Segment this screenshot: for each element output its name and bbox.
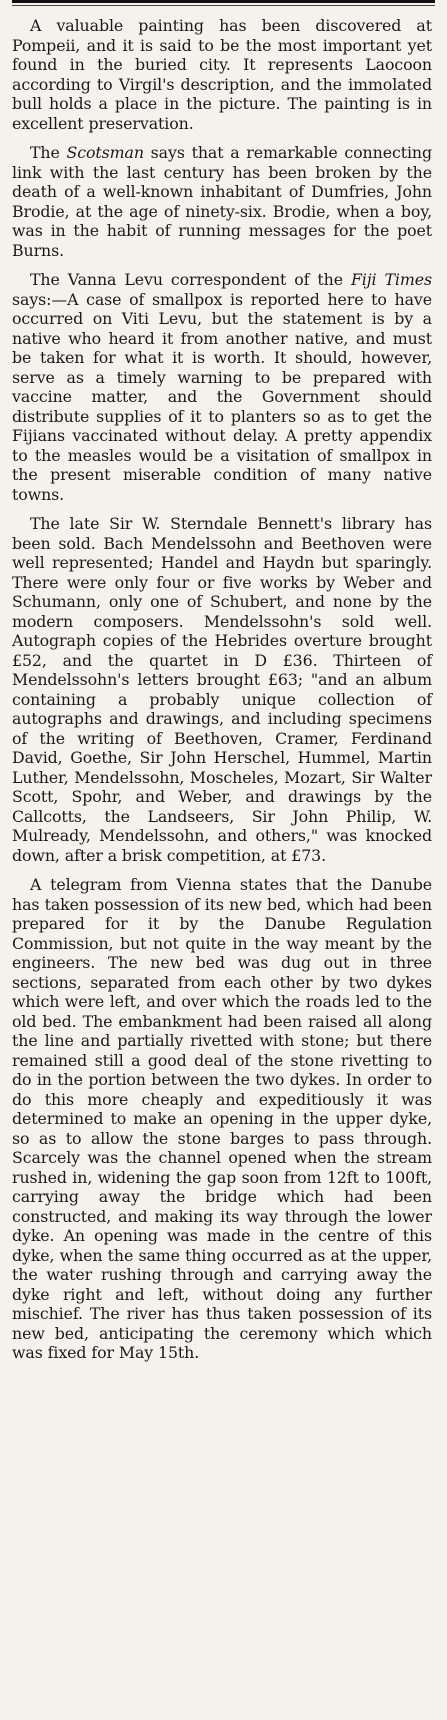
news-column (12, 16, 432, 1363)
publication-name: Scotsman (66, 143, 144, 162)
article-bennett-library (12, 514, 432, 865)
article-dumfries-brodie (12, 143, 432, 260)
article-intro: The (30, 143, 67, 162)
article-fiji-smallpox (12, 270, 432, 504)
article-text: A valuable painting has been discovered at Pompeii, and it is said to be the most important yet found in the buried city. It represents Laocoon according to Virgil's description, and the immolated bull holds a place in the picture. The painting is in excellent preservation. (12, 16, 432, 133)
article-pompeii-painting (12, 16, 432, 133)
article-text: A telegram from Vienna states that the Danube has taken possession of its new bed, which had been prepared for it by the Danube Regulation Commission, but not quite in the way meant by the engineers. The new bed was dug out in three sections, separated from each other by two dykes which were left, and over which the roads led to the old bed. The embankment had been raised all along the line and partially rivetted with stone; but there remained still a good deal of the stone rivetting to do in the portion between the two dykes. In order to do this more cheaply and expeditiously it was determined to make an opening in the upper dyke, so as to allow the stone barges to pass through. Scarcely was the channel opened when the stream rushed in, widening the gap soon from 12ft to 100ft, carrying away the bridge which had been constructed, and making its way through the lower dyke. An opening was made in the centre of this dyke, when the same thing occurred as at the upper, the water rushing through and carrying away the dyke right and left, without doing any further mischief. The river has thus taken possession of its new bed, anticipating the ceremony which which was fixed for May 15th. (12, 875, 432, 1362)
top-rule (12, 0, 435, 3)
article-text: says that a remarkable connecting link with the last century has been broken by the death of a well-known inhabitant of Dumfries, John Brodie, at the age of ninety-six. Brodie, when a boy, was in the habit of running messages for the poet Burns. (12, 143, 432, 260)
article-text: says:—A case of smallpox is reported here to have occurred on Viti Levu, but the statement is by a native who heard it from another native, and must be taken for what it is worth. It should, however, serve as a timely warning to be prepared with vaccine matter, and the Government should distribute supplies of it to planters so as to get the Fijians vaccinated without delay. A pretty appendix to the measles would be a visitation of smallpox in the present miserable condition of many native towns. (12, 289, 432, 504)
article-text: The late Sir W. Sterndale Bennett's library has been sold. Bach Mendelssohn and Beethoven were well represented; Handel and Haydn but sparingly. There were only four or five works by Weber and Schumann, only one of Schubert, and none by the modern composers. Mendelssohn's sold well. Autograph copies of the Hebrides overture brought £52, and the quartet in D £36. Thirteen of Mendelssohn's letters brought £63; "and an album containing a probably unique collection of autographs and drawings, and including specimens of the writing of Beethoven, Cramer, Ferdinand David, Goethe, Sir John Herschel, Hummel, Martin Luther, Mendelssohn, Moscheles, Mozart, Sir Walter Scott, Spohr, and Weber, and drawings by the Callcotts, the Landseers, Sir John Philip, W. Mulready, Mendelssohn, and others," was knocked down, after a brisk competition, at £73. (12, 514, 432, 865)
top-rule-thin (12, 5, 435, 6)
article-danube-bed (12, 875, 432, 1363)
publication-name: Fiji Times (350, 270, 433, 289)
article-intro: The Vanna Levu correspondent of the (30, 270, 351, 289)
